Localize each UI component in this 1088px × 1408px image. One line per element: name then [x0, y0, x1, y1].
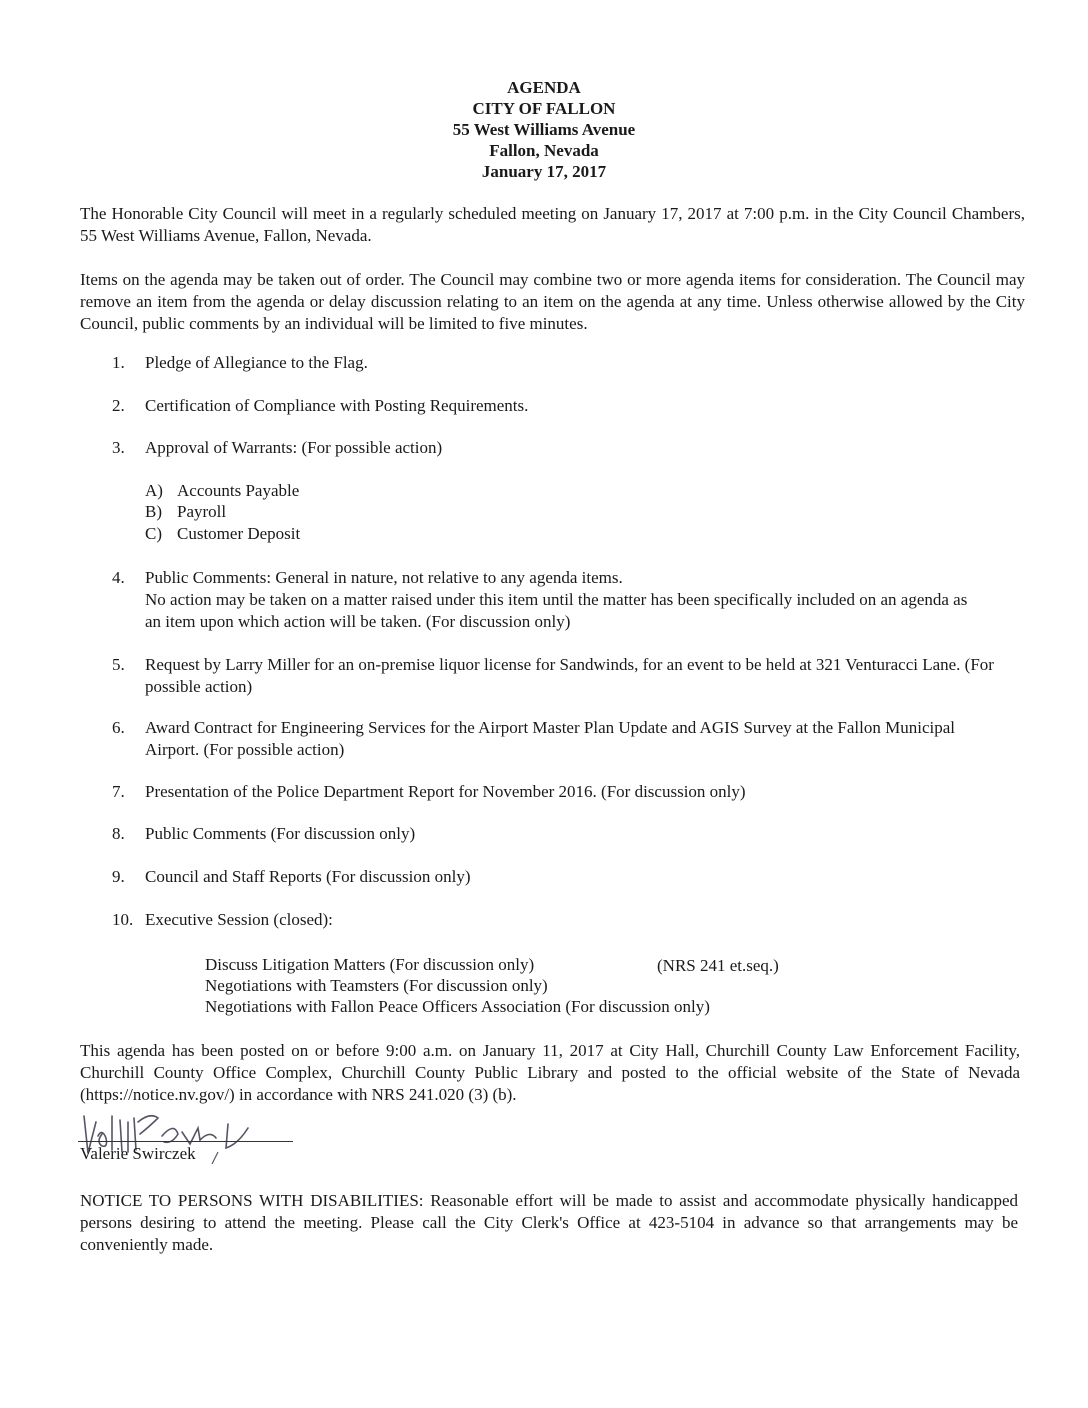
item-text: Public Comments (For discussion only) — [145, 824, 416, 843]
item-number: 7. — [112, 782, 125, 801]
item-number: 3. — [112, 438, 125, 457]
rules-paragraph: Items on the agenda may be taken out of order. The Council may combine two or more agenda items for consideration. The Council may remove an item from the agenda or delay discussion relating to an item on the agenda at any time. Unless otherwise allowed by the City Council, public comments by an individual will be limited to five minutes. — [80, 270, 1025, 333]
warrant-text: Customer Deposit — [177, 524, 301, 543]
item-number: 5. — [112, 655, 125, 674]
signer-name: Valerie Swirczek — [80, 1144, 196, 1163]
posting-paragraph: This agenda has been posted on or before 9:00 a.m. on January 11, 2017 at City Hall, Churchill County Law Enforcement Facility, Churchill County Office Complex, Churchill County Public Library and posted to the official website of the State of Nevada (https://notice.nv.gov/) in accordance with NRS 241.020 (3) (b). — [80, 1041, 1020, 1104]
item-text: Pledge of Allegiance to the Flag. — [145, 353, 368, 372]
warrant-item-c — [145, 523, 300, 545]
item-number: 4. — [112, 568, 125, 587]
header-address: 55 West Williams Avenue — [452, 120, 636, 139]
item-detail-text: No action may be taken on a matter raised under this item until the matter has been specifically included on an agenda as an item upon which action will be taken. (For discussion only) — [145, 590, 968, 631]
item-number: 8. — [112, 824, 125, 843]
item-text: Award Contract for Engineering Services for the Airport Master Plan Update and AGIS Survey at the Fallon Municipal Airport. (For possible action) — [145, 718, 955, 759]
disability-notice: NOTICE TO PERSONS WITH DISABILITIES: Reasonable effort will be made to assist and accommodate physically handicapped persons desiring to attend the meeting. Please call the City Clerk's Office at 423-5104 in advance so that arrangements may be conveniently made. — [80, 1191, 1018, 1254]
warrant-letter: C) — [145, 524, 162, 543]
nrs-reference: (NRS 241 et.seq.) — [657, 956, 779, 975]
item-text: Presentation of the Police Department Report for November 2016. (For discussion only) — [145, 782, 746, 801]
item-text: Approval of Warrants: (For possible action) — [145, 438, 443, 457]
item-text: Request by Larry Miller for an on-premise liquor license for Sandwinds, for an event to be held at 321 Venturacci Lane. (For possible action) — [145, 655, 994, 696]
executive-item-litigation: Discuss Litigation Matters (For discussion only) — [205, 955, 535, 974]
warrant-letter: B) — [145, 502, 162, 521]
item-text: Executive Session (closed): — [145, 910, 333, 929]
item-number: 2. — [112, 396, 125, 415]
warrant-text: Payroll — [177, 502, 227, 521]
executive-item-teamsters: Negotiations with Teamsters (For discussion only) — [205, 976, 548, 995]
item-text: Certification of Compliance with Posting Requirements. — [145, 396, 529, 415]
warrant-item-a — [145, 480, 299, 502]
intro-paragraph: The Honorable City Council will meet in a regularly scheduled meeting on January 17, 2017 at 7:00 p.m. in the City Council Chambers, 55 West Williams Avenue, Fallon, Nevada. — [80, 204, 1025, 245]
warrant-text: Accounts Payable — [177, 481, 300, 500]
warrant-letter: A) — [145, 481, 163, 500]
agenda-header — [0, 77, 1088, 182]
signature-line — [78, 1141, 293, 1142]
item-text: Public Comments: General in nature, not relative to any agenda items. — [145, 568, 623, 587]
executive-item-peace-officers: Negotiations with Fallon Peace Officers Association (For discussion only) — [205, 997, 710, 1016]
item-number: 1. — [112, 353, 125, 372]
item-number: 10. — [112, 910, 134, 929]
item-text: Council and Staff Reports (For discussion only) — [145, 867, 471, 886]
item-number: 6. — [112, 718, 125, 737]
header-date: January 17, 2017 — [481, 162, 607, 181]
header-city: CITY OF FALLON — [472, 99, 616, 118]
warrant-item-b — [145, 501, 226, 523]
item-number: 9. — [112, 867, 125, 886]
header-location: Fallon, Nevada — [489, 141, 599, 160]
header-title: AGENDA — [507, 78, 581, 97]
